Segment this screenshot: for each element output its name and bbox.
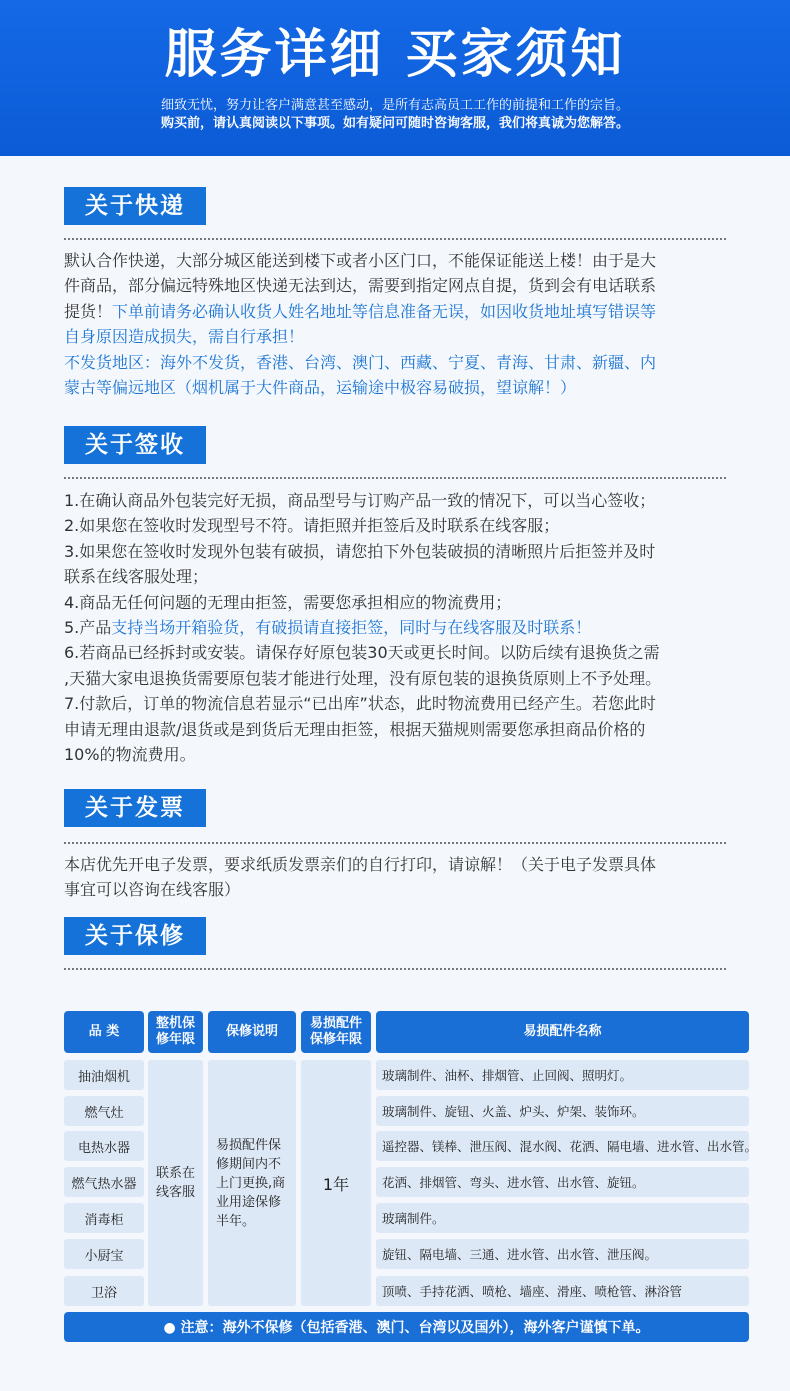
table-cell-parts: 遥控器、镁棒、泄压阀、混水阀、花洒、隔电墙、进水管、出水管。 <box>376 1131 749 1161</box>
text-line <box>64 615 736 640</box>
table-cell-category: 燃气热水器 <box>64 1167 144 1197</box>
table-cell-category: 燃气灶 <box>64 1096 144 1126</box>
divider <box>64 238 726 240</box>
highlight-text: 蒙古等偏远地区（烟机属于大件商品，运输途中极容易破损，望谅解！） <box>64 378 577 398</box>
text-line: 7.付款后，订单的物流信息若显示“已出库”状态，此时物流费用已经产生。若您此时 <box>64 694 656 714</box>
text-line: 默认合作快递，大部分城区能送到楼下或者小区门口，不能保证能送上楼！由于是大 <box>64 251 657 270</box>
table-cell-parts: 玻璃制件。 <box>376 1203 749 1233</box>
table-header-category: 品 类 <box>64 1011 144 1053</box>
table-cell-category: 小厨宝 <box>64 1239 144 1269</box>
table-cell-category: 抽油烟机 <box>64 1060 144 1090</box>
section-title-warranty: 关于保修 <box>64 917 206 955</box>
section-title-sign: 关于签收 <box>64 426 206 464</box>
table-cell-category: 消毒柜 <box>64 1203 144 1233</box>
table-header-parts-period: 易损配件保修年限 <box>301 1011 371 1053</box>
table-header-parts: 易损配件名称 <box>376 1011 749 1053</box>
section-title-express: 关于快递 <box>64 187 206 225</box>
text-line: 申请无理由退款/退货或是到货后无理由拒签，根据天猫规则需要您承担商品价格的 <box>64 719 646 739</box>
page-title: 服务详细 买家须知 <box>164 25 626 85</box>
divider <box>64 842 726 844</box>
overseas-notice: ● 注意：海外不保修（包括香港、澳门、台湾以及国外），海外客户谨慎下单。 <box>64 1312 749 1342</box>
sign-text <box>64 488 736 767</box>
divider <box>64 477 726 479</box>
header-banner <box>0 0 790 156</box>
highlight-text: 下单前请务必确认收货人姓名地址等信息准备无误，如因收货地址填写错误等 <box>112 301 657 321</box>
text-line: 2.如果您在签收时发现型号不符。请拒照并拒签后及时联系在线客服； <box>64 516 560 536</box>
table-cell-parts: 玻璃制件、旋钮、火盖、炉头、炉架、装饰环。 <box>376 1096 749 1126</box>
text-segment: 5.产品 <box>64 618 112 638</box>
table-cell-parts: 花洒、排烟管、弯头、进水管、出水管、旋钮。 <box>376 1167 749 1197</box>
text-line: 本店优先开电子发票，要求纸质发票亲们的自行打印，请谅解！（关于电子发票具体 <box>64 855 657 874</box>
text-line: 6.若商品已经拆封或安装。请保存好原包装30天或更长时间。以防后续有退换货之需 <box>64 643 660 663</box>
text-line: 件商品，部分偏远特殊地区快递无法到达，需要到指定网点自提，货到会有电话联系 <box>64 276 657 296</box>
table-cell-category: 电热水器 <box>64 1131 144 1161</box>
text-line: 联系在线客服处理； <box>64 567 209 587</box>
invoice-text <box>64 852 736 903</box>
express-text <box>64 248 736 400</box>
text-line: 10%的物流费用。 <box>64 745 196 765</box>
table-cell-period: 联系在线客服 <box>148 1060 203 1306</box>
table-header-desc: 保修说明 <box>208 1011 296 1053</box>
text-segment: 提货！ <box>64 301 113 321</box>
highlight-text: 自身原因造成损失，需自行承担！ <box>64 327 305 347</box>
table-header-period: 整机保修年限 <box>148 1011 203 1053</box>
text-line: ,天猫大家电退换货需要原包装才能进行处理，没有原包装的退换货原则上不予处理。 <box>64 668 662 688</box>
text-line: 4.商品无任何问题的无理由拒签，需要您承担相应的物流费用； <box>64 592 512 612</box>
table-cell-category: 卫浴 <box>64 1276 144 1306</box>
text-line: 3.如果您在签收时发现外包装有破损，请您拍下外包装破损的清晰照片后拒签并及时 <box>64 541 656 561</box>
text-line <box>64 299 736 324</box>
table-cell-desc: 易损配件保修期间内不上门更换,商业用途保修半年。 <box>208 1060 296 1306</box>
highlight-text: 不发货地区：海外不发货，香港、台湾、澳门、西藏、宁夏、青海、甘肃、新疆、内 <box>64 352 657 372</box>
header-subtitle: 细致无忧，努力让客户满意甚至感动，是所有志高员工工作的前提和工作的宗旨。 <box>160 98 629 113</box>
highlight-text: 支持当场开箱验货，有破损请直接拒签，同时与在线客服及时联系！ <box>111 618 592 638</box>
divider <box>64 968 726 970</box>
table-cell-parts: 顶喷、手持花洒、喷枪、墙座、滑座、喷枪管、淋浴管 <box>376 1276 749 1306</box>
table-cell-parts-period: 1年 <box>301 1060 371 1306</box>
header-notice: 购买前，请认真阅读以下事项。如有疑问可随时咨询客服，我们将真诚为您解答。 <box>160 116 629 131</box>
table-cell-parts: 旋钮、隔电墙、三通、进水管、出水管、泄压阀。 <box>376 1239 749 1269</box>
text-line: 事宜可以咨询在线客服） <box>64 880 241 900</box>
text-line: 1.在确认商品外包装完好无损，商品型号与订购产品一致的情况下，可以当心签收； <box>64 491 656 510</box>
section-title-invoice: 关于发票 <box>64 789 206 827</box>
table-cell-parts: 玻璃制件、油杯、排烟管、止回阀、照明灯。 <box>376 1060 749 1090</box>
